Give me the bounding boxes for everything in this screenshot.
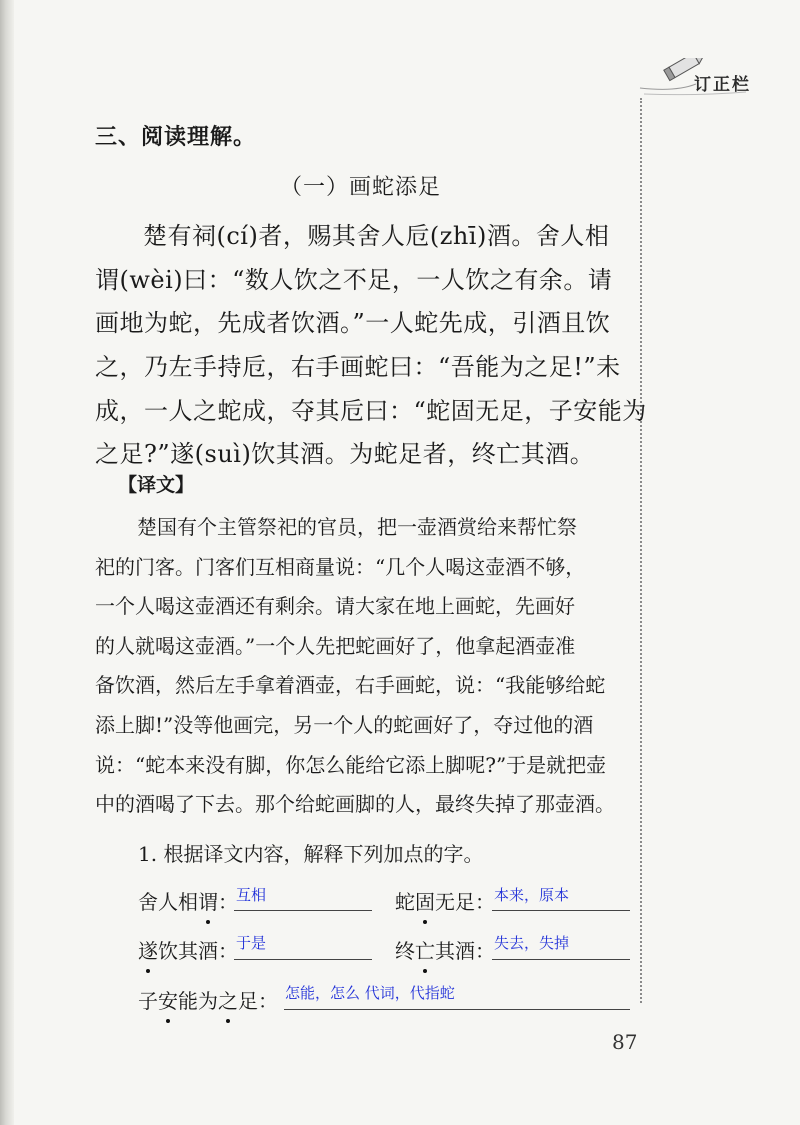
translation-line: 祀的门客。门客们互相商量说：“几个人喝这壶酒不够，: [95, 554, 586, 579]
passage-line: 谓(wèi)曰：“数人饮之不足，一人饮之有余。请: [95, 265, 613, 294]
page-number: 87: [612, 1030, 638, 1054]
translation-line: 楚国有个主管祭祀的官员，把一壶酒赏给来帮忙祭: [137, 515, 577, 539]
qa-item-4: [395, 935, 495, 964]
page-edge-shadow: [0, 0, 14, 1125]
correction-column-label: 订正栏: [694, 75, 751, 95]
translation-line: 一个人喝这壶酒还有剩余。请大家在地上画蛇，先画好: [95, 594, 575, 619]
translation-line: 备饮酒，然后左手拿着酒壶，右手画蛇，说：“我能够给蛇: [95, 673, 606, 698]
correction-column-header: [636, 58, 786, 98]
translation-line: 中的酒喝了下去。那个给蛇画脚的人，最终失掉了那壶酒。: [95, 792, 615, 817]
answer-blank-4[interactable]: [492, 959, 630, 960]
classical-passage: [95, 215, 647, 477]
answer-text-2: 本来，原本: [494, 886, 570, 904]
dotted-char: 之: [218, 985, 238, 1014]
qa-prompt: 遂饮其酒：: [138, 935, 238, 964]
answer-blank-3[interactable]: [234, 959, 372, 960]
dotted-char: 安: [158, 985, 178, 1014]
passage-line: 之足?”遂(suì)饮其酒。为蛇足者，终亡其酒。: [95, 440, 595, 469]
qa-prompt: 蛇固无足：: [395, 886, 495, 915]
translation-line: 的人就喝这壶酒。”一个人先把蛇画好了，他拿起酒壶准: [95, 633, 576, 658]
answer-text-5: 怎能，怎么 代词，代指蛇: [285, 984, 455, 1002]
qa-item-5: [138, 985, 278, 1014]
passage-line: 楚有祠(cí)者，赐其舍人卮(zhī)酒。舍人相: [143, 222, 610, 250]
answer-text-4: 失去，失掉: [494, 934, 570, 952]
qa-item-2: [395, 886, 495, 915]
translation-text: [95, 508, 640, 825]
passage-line: 成，一人之蛇成，夺其卮曰：“蛇固无足，子安能为: [95, 396, 647, 425]
qa-prompt: 舍人相谓：: [138, 886, 238, 915]
correction-column-divider: [640, 98, 642, 1003]
translation-heading: 【译文】: [118, 474, 195, 496]
dotted-char: 固: [415, 886, 435, 915]
dotted-char: 谓: [198, 886, 218, 915]
translation-line: 添上脚!”没等他画完，另一个人的蛇画好了，夺过他的酒: [95, 712, 594, 737]
answer-text-1: 互相: [236, 886, 267, 904]
question-1-text: 1. 根据译文内容，解释下列加点的字。: [138, 842, 484, 866]
dotted-char: 亡: [415, 935, 435, 964]
answer-blank-1[interactable]: [234, 910, 372, 911]
answer-text-3: 于是: [236, 934, 267, 952]
section-title: 三、阅读理解。: [95, 125, 257, 150]
story-title: （一）画蛇添足: [280, 175, 442, 200]
qa-prompt: 子安能为之足：: [138, 985, 278, 1014]
qa-item-3: [138, 935, 238, 964]
passage-line: 画地为蛇，先成者饮酒。”一人蛇先成，引酒且饮: [95, 309, 611, 338]
translation-line: 说：“蛇本来没有脚，你怎么能给它添上脚呢?”于是就把壶: [95, 752, 607, 777]
answer-blank-5[interactable]: [284, 1009, 630, 1010]
qa-prompt: 终亡其酒：: [395, 935, 495, 964]
passage-line: 之，乃左手持卮，右手画蛇曰：“吾能为之足!”未: [95, 353, 621, 382]
dotted-char: 遂: [138, 935, 158, 964]
answer-blank-2[interactable]: [492, 910, 630, 911]
qa-item-1: [138, 886, 238, 915]
